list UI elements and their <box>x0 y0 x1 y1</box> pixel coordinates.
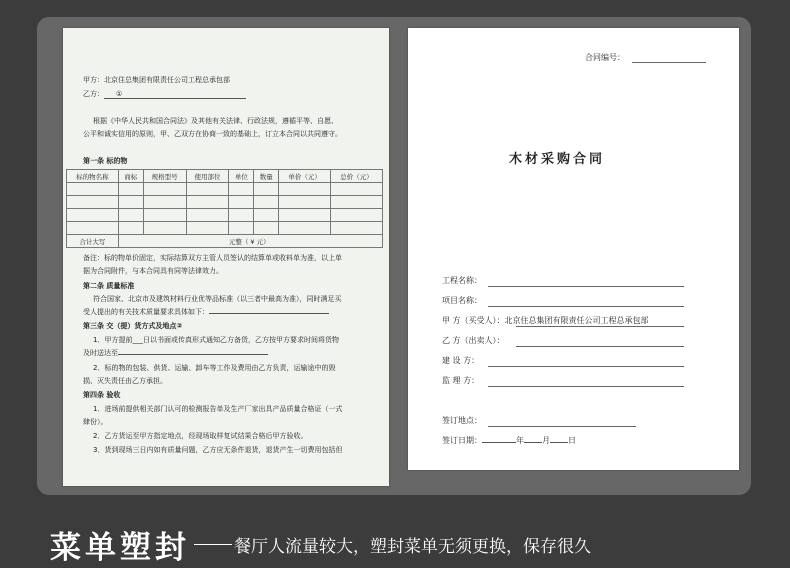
party-a-line: 甲方：北京住总集团有限责任公司工程总承包部 <box>83 76 230 84</box>
table-header-cell: 商标 <box>118 170 143 183</box>
contract-number-label: 合同编号： <box>585 53 625 62</box>
table-header-cell: 单位 <box>229 170 254 183</box>
delivery-line-1: 1．甲方提前___日以书面或传真形式通知乙方备货，乙方按甲方要求时间将货物 <box>93 336 339 344</box>
intro-line-2: 公平和诚实信用的原则，甲、乙双方在协商一致的基础上，订立本合同以共同遵守。 <box>83 130 342 138</box>
caption-dash <box>194 544 232 545</box>
table-header-cell: 标的物名称 <box>67 170 119 183</box>
table-header-cell: 使用部位 <box>186 170 229 183</box>
section-1-heading: 第一条 标的物 <box>83 157 128 165</box>
accept-line-4: 3．货到现场三日内如有质量问题，乙方应无条件退货，退货产生一切费用包括但 <box>93 446 343 454</box>
item-name-label: 项目名称： <box>442 296 482 305</box>
table-row <box>67 183 383 196</box>
table-row <box>67 209 383 222</box>
sign-place-line <box>488 426 636 427</box>
seller-label: 乙 方（出卖人）： <box>442 336 505 345</box>
party-b-value: ① <box>104 90 246 99</box>
accept-line-1: 1．进场前提供相关部门认可的检测报告单及生产厂家出具产品质量合格证（一式 <box>93 405 343 413</box>
total-amount: 元整（ ¥ 元） <box>118 235 382 248</box>
table-header-cell: 数量 <box>254 170 279 183</box>
supervisor-label: 监 理 方： <box>442 376 480 385</box>
project-name-label: 工程名称： <box>442 276 482 285</box>
table-header-cell: 单价（元） <box>279 170 331 183</box>
table-header-cell: 总价（元） <box>331 170 383 183</box>
table-row <box>67 196 383 209</box>
section-3-heading: 第三条 交（提）货方式及地点② <box>83 322 183 330</box>
delivery-line-4: 损、灭失责任由乙方承担。 <box>83 377 167 385</box>
project-name-line <box>488 286 684 287</box>
month-label: 月 <box>542 436 550 445</box>
item-name-line <box>488 306 684 307</box>
section-4-heading: 第四条 验收 <box>83 391 121 399</box>
contract-title: 木材采购合同 <box>509 152 606 167</box>
year-label: 年 <box>516 436 524 445</box>
quality-line-1: 符合国家、北京市及建筑材料行业优等品标准（以三者中最高为准），同时满足买 <box>93 295 342 303</box>
quality-line-2: 受人提出的有关技术质量要求具体如下： <box>83 307 329 317</box>
accept-line-2: 肆份）。 <box>83 418 108 426</box>
contract-number-line <box>632 62 706 63</box>
delivery-line-3: 2．标的物的包装、供货、运输、卸车等工作及费用由乙方负责，运输途中的毁 <box>93 364 336 372</box>
sign-place-label: 签订地点： <box>442 416 482 425</box>
buyer-underline <box>516 326 684 327</box>
sign-date <box>442 435 576 446</box>
note-line-2: 据为合同附件，与本合同具有同等法律效力。 <box>83 267 223 275</box>
day-label: 日 <box>568 436 576 445</box>
builder-line <box>488 366 684 367</box>
table-total-row <box>67 235 383 248</box>
sign-date-label: 签订日期： <box>442 436 482 445</box>
caption-subtitle: 餐厅人流量较大，塑封菜单无须更换，保存很久 <box>234 537 591 557</box>
contract-cover-page <box>408 28 739 470</box>
table-row <box>67 222 383 235</box>
supervisor-line <box>488 386 684 387</box>
caption-title: 菜单塑封 <box>50 530 190 566</box>
buyer-label: 甲 方（买受人）： <box>442 316 505 325</box>
accept-line-3: 2．乙方货运至甲方指定地点，经现场取样复试结果合格后甲方验收。 <box>93 432 308 440</box>
builder-label: 建 设 方： <box>442 356 480 365</box>
party-b-line <box>83 89 246 99</box>
seller-line <box>516 346 684 347</box>
delivery-line-2: 及时送达至 <box>83 348 268 358</box>
table-header-cell: 规格型号 <box>143 170 186 183</box>
section-2-heading: 第二条 质量标准 <box>83 282 135 290</box>
note-line-1: 备注：标的物单价固定，实际结算双方主管人员签认的结算单或收料单为准，以上单 <box>83 254 342 262</box>
party-b-label: 乙方： <box>83 90 104 98</box>
total-label: 合计大写 <box>67 235 119 248</box>
items-table <box>66 169 383 248</box>
buyer-value: 北京住总集团有限责任公司工程总承包部 <box>504 316 649 325</box>
contract-content-page <box>63 28 389 486</box>
buyer-line <box>442 315 649 326</box>
intro-line-1: 根据《中华人民共和国合同法》及其他有关法律、行政法规，遵循平等、自愿、 <box>93 117 338 125</box>
bottom-caption <box>50 522 591 567</box>
table-header-row <box>67 170 383 183</box>
